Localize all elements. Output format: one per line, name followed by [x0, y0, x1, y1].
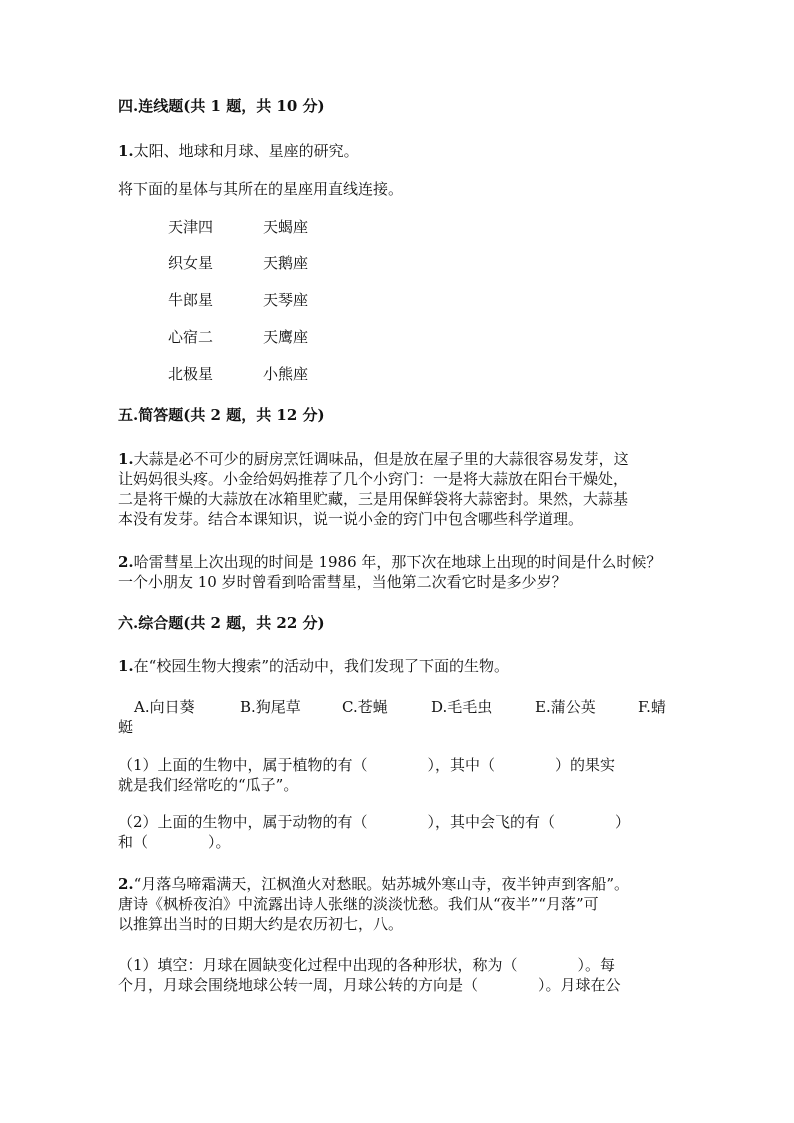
star-name: 心宿二: [168, 328, 214, 346]
question-number: 1.: [118, 657, 134, 675]
option-f: F.蜻: [638, 698, 666, 716]
star-name: 织女星: [168, 254, 214, 272]
constellation-name: 天鹰座: [263, 328, 309, 346]
question-number: 1.: [118, 450, 134, 468]
section-6-q2-sub1-line: 个月，月球会围绕地球公转一周，月球公转的方向是（ ）。月球在公: [118, 976, 621, 994]
section-5-q2-line: [118, 552, 661, 572]
section-6-q2-line: [118, 874, 629, 894]
star-name: 天津四: [168, 218, 214, 236]
section-5-q2-line: 一个小朋友 10 岁时曾看到哈雷彗星，当他第二次看它时是多少岁？: [118, 573, 567, 591]
question-number: 2.: [118, 553, 134, 571]
option-f-wrap: 蜓: [118, 718, 134, 736]
constellation-name: 天蝎座: [263, 218, 309, 236]
section-4-q1-text: [118, 141, 359, 161]
question-text: 大蒜是必不可少的厨房烹饪调味品，但是放在屋子里的大蒜很容易发芽，这: [133, 450, 629, 468]
section-5-q1-line: [118, 449, 629, 469]
section-6-title: 六.综合题(共 2 题，共 22 分): [118, 614, 325, 632]
star-name: 北极星: [168, 365, 214, 383]
option-a: A.向日葵: [134, 698, 195, 716]
option-b: B.狗尾草: [240, 698, 301, 716]
section-6-q1-sub2-line: 和（ ）。: [118, 833, 231, 851]
section-6-q1-sub1-line: 就是我们经常吃的“瓜子”。: [118, 776, 299, 794]
section-4-title: 四.连线题(共 1 题，共 10 分): [118, 97, 325, 115]
option-e: E.蒲公英: [535, 698, 596, 716]
star-name: 牛郎星: [168, 291, 214, 309]
section-5-q1-line: 本没有发芽。结合本课知识，说一说小金的窍门中包含哪些科学道理。: [118, 510, 584, 528]
question-text: “月落乌啼霜满天，江枫渔火对愁眠。姑苏城外寒山寺，夜半钟声到客船”。: [133, 875, 630, 893]
section-6-q1-sub1-line: （1）上面的生物中，属于植物的有（ ），其中（ ）的果实: [118, 756, 616, 774]
question-number: 2.: [118, 875, 134, 893]
section-5-q1-line: 二是将干燥的大蒜放在冰箱里贮藏，三是用保鲜袋将大蒜密封。果然，大蒜基: [118, 490, 629, 508]
constellation-name: 天鹅座: [263, 254, 309, 272]
constellation-name: 小熊座: [263, 365, 309, 383]
question-text: 在“校园生物大搜索”的活动中，我们发现了下面的生物。: [133, 657, 510, 675]
section-6-q1-sub2-line: （2）上面的生物中，属于动物的有（ ），其中会飞的有（ ）: [118, 813, 631, 831]
section-6-q2-line: 唐诗《枫桥夜泊》中流露出诗人张继的淡淡忧愁。我们从“夜半”“月落”可: [118, 895, 599, 913]
question-text: 太阳、地球和月球、星座的研究。: [133, 142, 359, 160]
section-5-title: 五.简答题(共 2 题，共 12 分): [118, 406, 325, 424]
section-6-q2-line: 以推算出当时的日期大约是农历初七，八。: [118, 915, 404, 933]
section-5-q1-line: 让妈妈很头疼。小金给妈妈推荐了几个小窍门：一是将大蒜放在阳台干燥处，: [118, 470, 629, 488]
question-text: 哈雷彗星上次出现的时间是 1986 年，那下次在地球上出现的时间是什么时候？: [133, 553, 662, 571]
constellation-name: 天琴座: [263, 291, 309, 309]
section-6-q2-sub1-line: （1）填空：月球在圆缺变化过程中出现的各种形状，称为（ ）。每: [118, 956, 616, 974]
option-d: D.毛毛虫: [431, 698, 493, 716]
section-6-q1-text: [118, 656, 509, 676]
option-c: C.苍蝇: [342, 698, 388, 716]
section-4-q1-instruction: 将下面的星体与其所在的星座用直线连接。: [118, 180, 404, 198]
question-number: 1.: [118, 142, 134, 160]
